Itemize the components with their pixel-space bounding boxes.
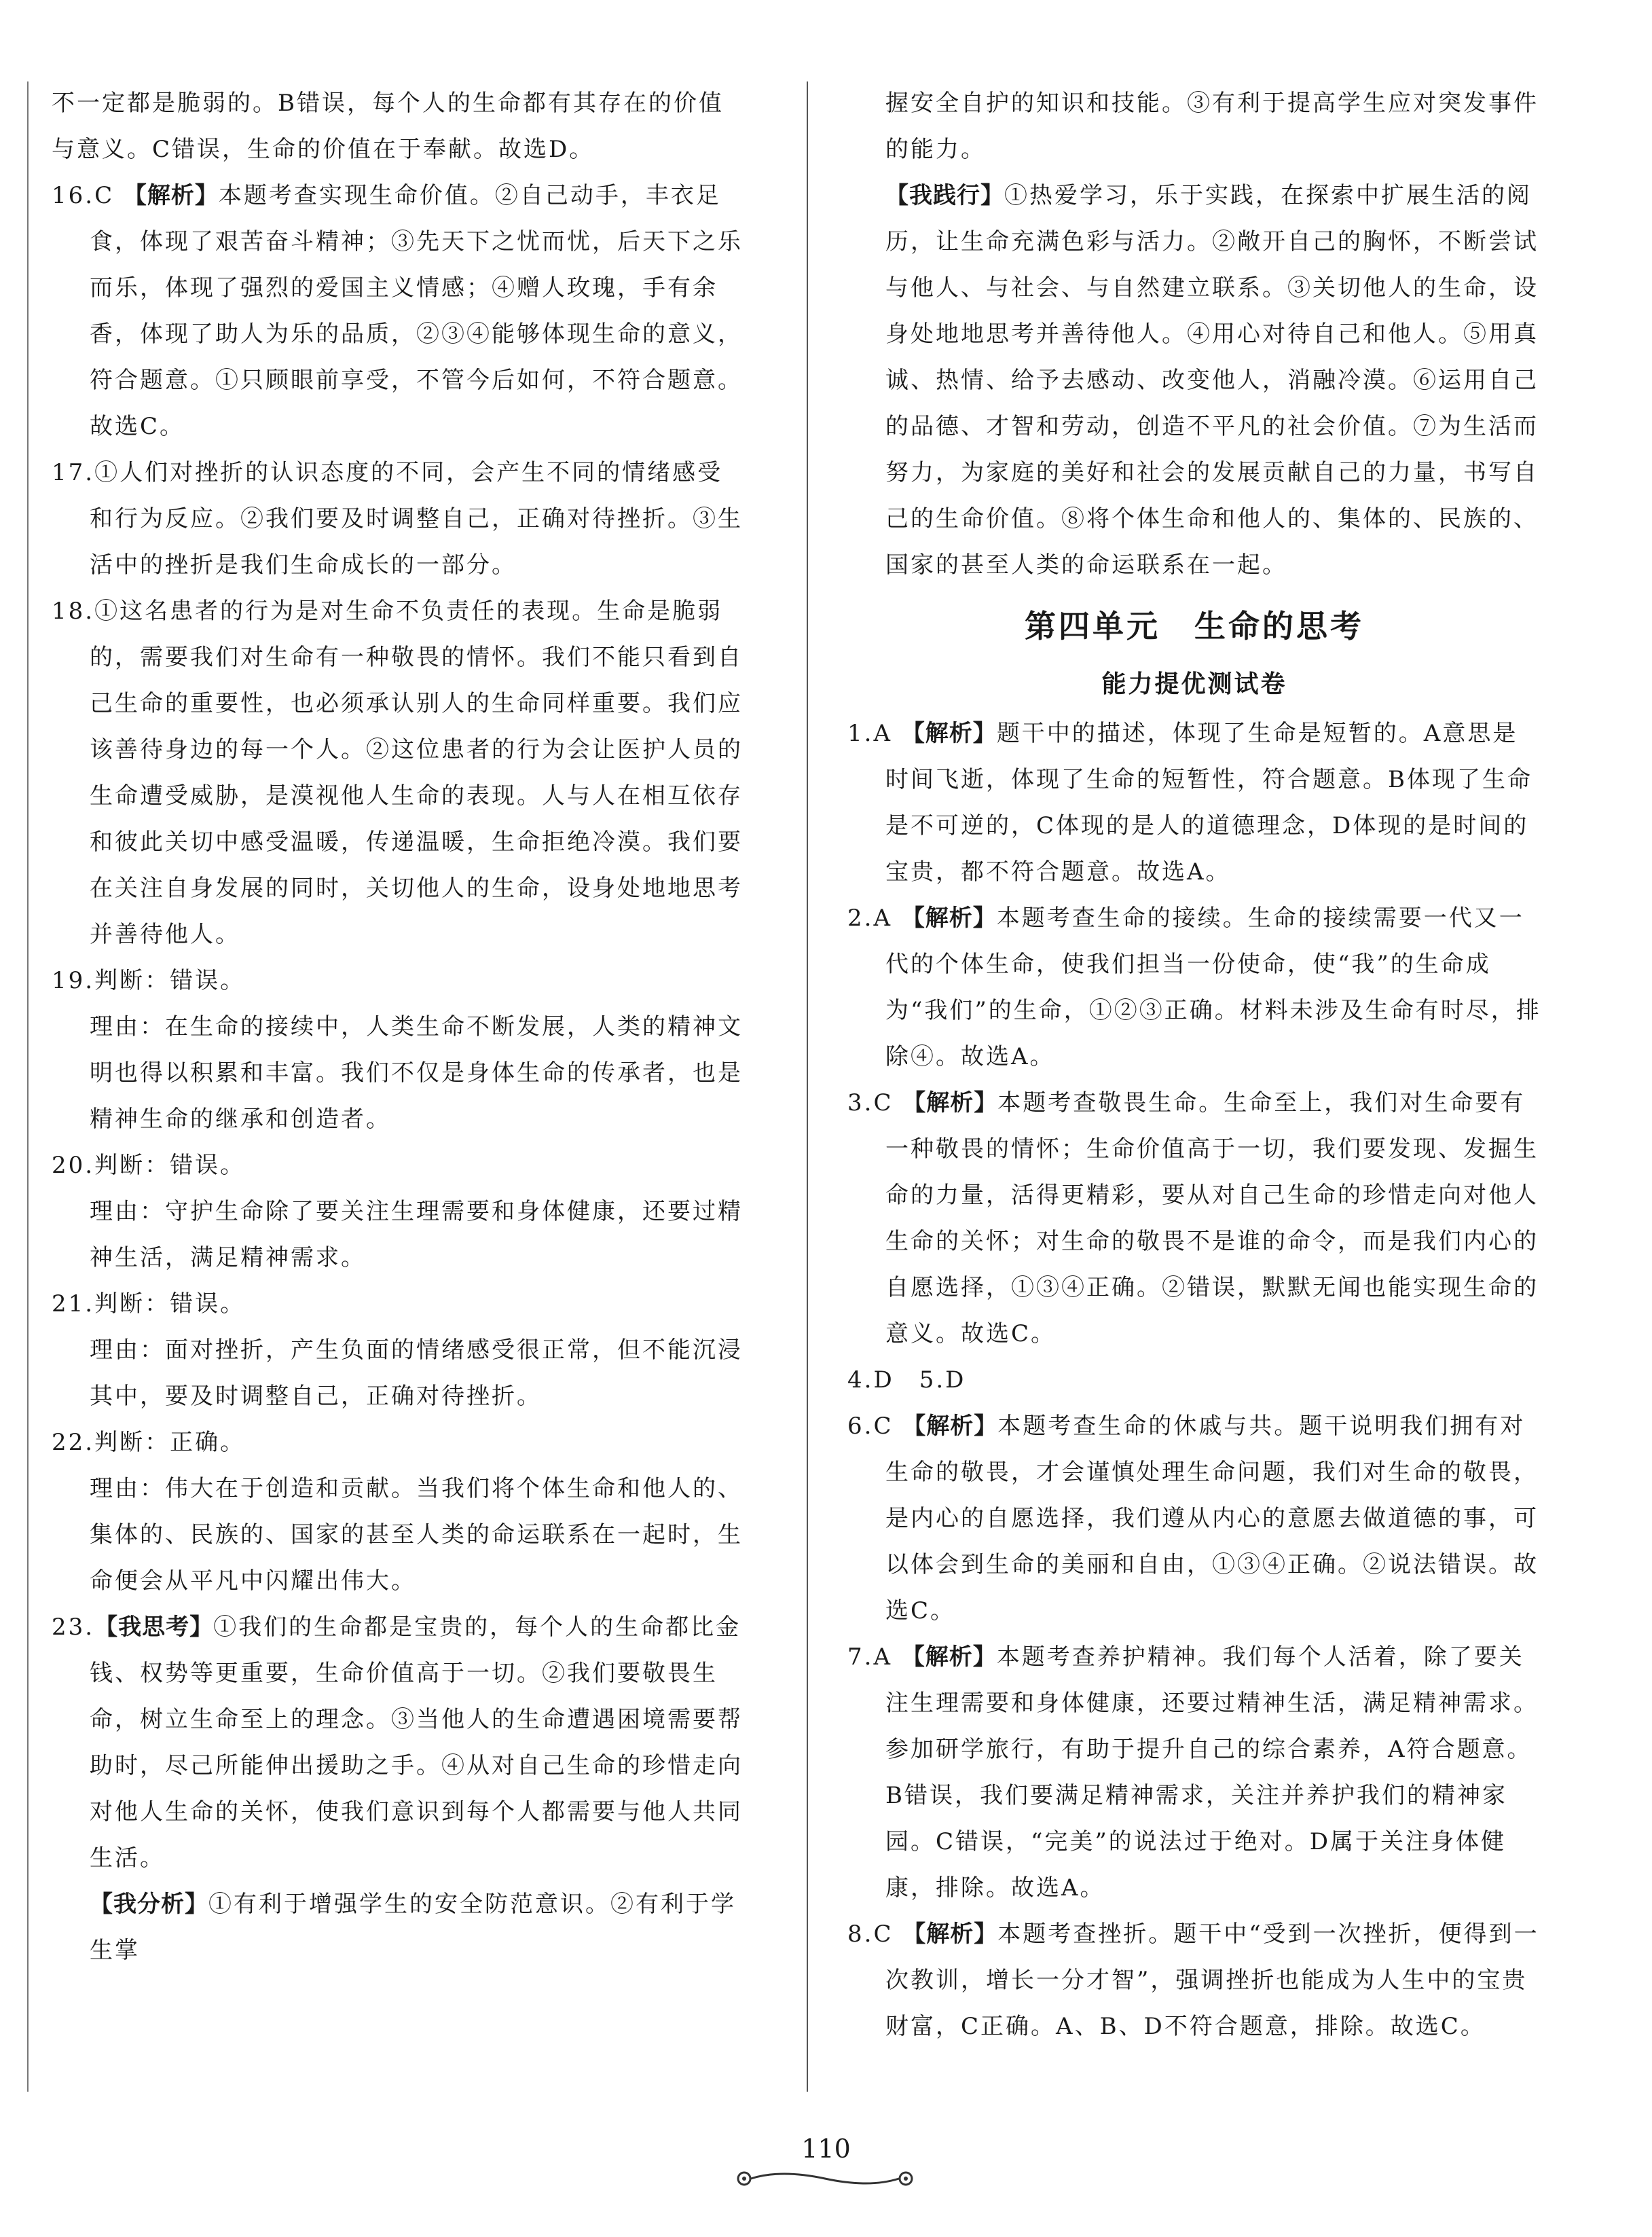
answer-text: ①人们对挫折的认识态度的不同，会产生不同的情绪感受和行为反应。②我们要及时调整自己，正确对待挫折。③生活中的挫折是我们生命成长的一部分。: [90, 459, 743, 579]
question-7: [847, 1634, 1541, 1911]
answer-text: 不一定都是脆弱的。B错误，每个人的生命都有其存在的价值与意义。C错误，生命的价值在于奉献。故选D。: [52, 90, 724, 163]
answer-text: ①这名患者的行为是对生命不负责任的表现。生命是脆弱的，需要我们对生命有一种敬畏的情怀。我们不能只看到自己生命的重要性，也必须承认别人的生命同样重要。我们应该善待身边的每一个人。②这位患者的行为会让医护人员的生命遭受威胁，是漠视他人生命的表现。人与人在相互依存和彼此关切中感受温暖，传递温暖，生命拒绝冷漠。我们要在关注自身发展的同时，关切他人的生命，设身处地地思考并善待他人。: [90, 598, 743, 948]
unit-title: 第四单元 生命的思考: [1025, 608, 1364, 644]
analysis-tag: 【解析】: [901, 905, 997, 932]
answer-number: 22.: [52, 1429, 95, 1456]
answer-number: 23.: [52, 1614, 95, 1641]
answer-number: 18.: [52, 598, 95, 625]
think-tag: 【我思考】: [94, 1614, 214, 1641]
column-divider: [807, 81, 808, 2092]
answer-22: [52, 1419, 746, 1604]
reason-text: 理由：伟大在于创造和贡献。当我们将个体生命和他人的、集体的、民族的、国家的甚至人类的命运联系在一起时，生命便会从平凡中闪耀出伟大。: [90, 1475, 743, 1595]
reason-text: 理由：守护生命除了要关注生理需要和身体健康，还要过精神生活，满足精神需求。: [90, 1198, 743, 1271]
answer-text: 本题考查实现生命价值。②自己动手，丰衣足食，体现了艰苦奋斗精神；③先天下之忧而忧，后天下之乐而乐，体现了强烈的爱国主义情感；④赠人玫瑰，手有余香，体现了助人为乐的品质，②③④能够体现生命的意义，符合题意。①只顾眼前享受，不管今后如何，不符合题意。故选C。: [90, 182, 743, 440]
answer-text: 本题考查敬畏生命。生命至上，我们对生命要有一种敬畏的情怀；生命价值高于一切，我们要发现、发掘生命的力量，活得更精彩，要从对自己生命的珍惜走向对他人生命的关怀；对生命的敬畏不是谁的命令，而是我们内心的自愿选择，①③④正确。②错误，默默无闻也能实现生命的意义。故选C。: [885, 1089, 1539, 1347]
reason-text: 理由：面对挫折，产生负面的情绪感受很正常，但不能沉浸其中，要及时调整自己，正确对待挫折。: [90, 1336, 743, 1410]
answer-23-practice: [847, 172, 1541, 588]
answer-20: [52, 1142, 746, 1281]
analyze-tag: 【我分析】: [90, 1891, 208, 1918]
answer-number: 6.C: [847, 1413, 894, 1440]
judgment-text: 判断：错误。: [94, 967, 246, 994]
answer-text: 本题考查挫折。题干中“受到一次挫折，便得到一次教训，增长一分才智”，强调挫折也能成为人生中的宝贵财富，C正确。A、B、D不符合题意，排除。故选C。: [885, 1921, 1539, 2040]
question-4-5: [847, 1357, 1541, 1403]
answer-number: 8.C: [847, 1921, 894, 1948]
answer-text: 本题考查养护精神。我们每个人活着，除了要关注生理需要和身体健康，还要过精神生活，满足精神需求。参加研学旅行，有助于提升自己的综合素养，A符合题意。B错误，我们要满足精神需求，关注并养护我们的精神家园。C错误，“完美”的说法过于绝对。D属于关注身体健康，排除。故选A。: [885, 1643, 1539, 1902]
section-title: 能力提优测试卷: [1101, 670, 1287, 698]
answer-text: 题干中的描述，体现了生命是短暂的。A意思是时间飞逝，体现了生命的短暂性，符合题意。B体现了生命是不可逆的，C体现的是人的道德理念，D体现的是时间的宝贵，都不符合题意。故选A。: [885, 720, 1532, 886]
analysis-tag: 【解析】: [901, 1643, 997, 1671]
right-column: [847, 80, 1541, 2050]
answer-text: ①热爱学习，乐于实践，在探索中扩展生活的阅历，让生命充满色彩与活力。②敞开自己的胸怀，不断尝试与他人、与社会、与自然建立联系。③关切他人的生命，设身处地地思考并善待他人。④用心对待自己和他人。⑤用真诚、热情、给予去感动、改变他人，消融冷漠。⑥运用自己的品德、才智和劳动，创造不平凡的社会价值。⑦为生活而努力，为家庭的美好和社会的发展贡献自己的力量，书写自己的生命价值。⑧将个体生命和他人的、集体的、民族的、国家的甚至人类的命运联系在一起。: [885, 182, 1539, 579]
analysis-tag: 【解析】: [901, 720, 997, 747]
answer-text: 本题考查生命的休戚与共。题干说明我们拥有对生命的敬畏，才会谨慎处理生命问题，我们对生命的敬畏，是内心的自愿选择，我们遵从内心的意愿去做道德的事，可以体会到生命的美丽和自由，①③④正确。②说法错误。故选C。: [885, 1413, 1539, 1624]
analysis-tag: 【解析】: [902, 1413, 998, 1440]
answer-21: [52, 1281, 746, 1419]
answer-17: [52, 450, 746, 588]
answer-number: 3.C: [847, 1089, 894, 1116]
question-1: [847, 710, 1541, 895]
answer-number: 21.: [52, 1290, 95, 1317]
answer-text: 本题考查生命的接续。生命的接续需要一代又一代的个体生命，使我们担当一份使命，使“我”的生命成为“我们”的生命，①②③正确。材料未涉及生命有时尽，排除④。故选A。: [885, 905, 1541, 1070]
reason-text: 理由：在生命的接续中，人类生命不断发展，人类的精神文明也得以积累和丰富。我们不仅是身体生命的传承者，也是精神生命的继承和创造者。: [90, 1013, 743, 1133]
judgment-text: 判断：错误。: [94, 1152, 246, 1179]
question-6: [847, 1403, 1541, 1634]
answer-23: [52, 1604, 746, 1881]
page-number: 110: [801, 2134, 851, 2164]
answer-number: 16.C: [52, 182, 115, 209]
left-margin-rule: [27, 81, 29, 2092]
answer-text: ①我们的生命都是宝贵的，每个人的生命都比金钱、权势等更重要，生命价值高于一切。②我们要敬畏生命，树立生命至上的理念。③当他人的生命遭遇困境需要帮助时，尽己所能伸出援助之手。④从对自己生命的珍惜走向对他人生命的关怀，使我们意识到每个人都需要与他人共同生活。: [90, 1614, 743, 1872]
answer-number: 7.A: [847, 1643, 892, 1671]
analysis-tag: 【解析】: [902, 1089, 998, 1116]
judgment-text: 判断：错误。: [94, 1290, 246, 1317]
page-footer: [0, 2132, 1652, 2165]
answer-18: [52, 588, 746, 958]
question-2: [847, 895, 1541, 1080]
answer-16: [52, 172, 746, 450]
answer-text: ①有利于增强学生的安全防范意识。②有利于学生掌: [90, 1891, 736, 1964]
analysis-tag: 【解析】: [123, 182, 219, 209]
analysis-tag: 【解析】: [902, 1921, 998, 1948]
answer-23-analyze: [52, 1881, 746, 1974]
page-number-ornament: [733, 2165, 917, 2192]
answer-number: 4.D 5.D: [847, 1366, 966, 1394]
answer-number: 1.A: [847, 720, 892, 747]
answer-continuation-23: [847, 80, 1541, 172]
answer-number: 20.: [52, 1152, 95, 1179]
question-8: [847, 1911, 1541, 2050]
answer-text: 握安全自护的知识和技能。③有利于提高学生应对突发事件的能力。: [885, 90, 1539, 163]
answer-number: 19.: [52, 967, 95, 994]
question-3: [847, 1080, 1541, 1357]
left-column: [52, 80, 746, 1974]
practice-tag: 【我践行】: [885, 182, 1004, 209]
answer-continuation-15: [52, 80, 746, 172]
judgment-text: 判断：正确。: [94, 1429, 246, 1456]
answer-number: 2.A: [847, 905, 892, 932]
answer-19: [52, 958, 746, 1142]
answer-number: 17.: [52, 459, 95, 486]
